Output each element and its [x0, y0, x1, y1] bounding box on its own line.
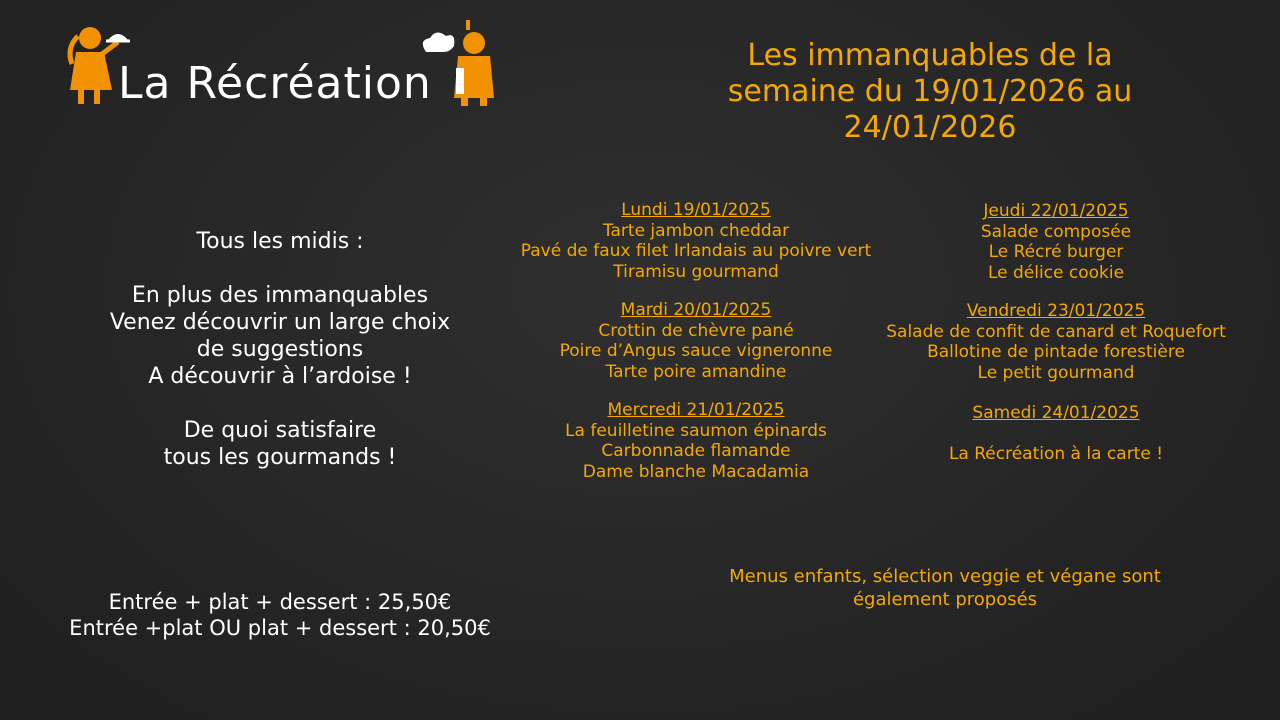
dish-spacer — [850, 424, 1262, 445]
dish: Poire d’Angus sauce vigneronne — [559, 341, 833, 361]
dish: Crottin de chèvre pané — [598, 320, 794, 341]
brand-name: La Récréation — [118, 58, 432, 109]
day-heading: Mardi 20/01/2025 — [620, 300, 772, 320]
intro-closing: tous les gourmands ! — [163, 445, 397, 470]
dish: Carbonnade flamande — [601, 441, 791, 461]
price-line: Entrée +plat OU plat + dessert : 20,50€ — [69, 616, 491, 640]
intro-block — [40, 228, 520, 471]
day-heading: Lundi 19/01/2025 — [621, 200, 771, 220]
dish: Tarte poire amandine — [605, 361, 787, 382]
day-menu-wednesday — [490, 400, 902, 482]
intro-line: de suggestions — [196, 337, 364, 362]
intro-line: En plus des immanquables — [131, 283, 429, 308]
dish: La feuilletine saumon épinards — [565, 420, 827, 441]
dish: La Récréation à la carte ! — [948, 444, 1164, 464]
dish: Le Récré burger — [988, 242, 1124, 262]
day-menu-thursday — [850, 201, 1262, 283]
intro-line: Venez découvrir un large choix — [109, 310, 451, 335]
intro-heading: Tous les midis : — [196, 229, 364, 254]
day-heading: Mercredi 21/01/2025 — [607, 400, 785, 420]
dish: Dame blanche Macadamia — [582, 461, 810, 482]
dish: Salade composée — [980, 221, 1132, 242]
dish: Pavé de faux filet Irlandais au poivre vert — [520, 241, 872, 261]
page-title — [690, 38, 1170, 146]
intro-closing: De quoi satisfaire — [183, 418, 377, 443]
dish: Salade de confit de canard et Roquefort — [886, 321, 1226, 342]
day-menu-saturday — [850, 403, 1262, 465]
day-menu-friday — [850, 301, 1262, 383]
dish: Ballotine de pintade forestière — [927, 342, 1185, 362]
logo — [58, 18, 508, 110]
title-line: Les immanquables de la — [747, 38, 1113, 73]
day-menu-tuesday — [490, 300, 902, 382]
dish: Tiramisu gourmand — [613, 261, 779, 282]
dish: Le délice cookie — [987, 262, 1125, 283]
day-heading: Samedi 24/01/2025 — [972, 403, 1140, 423]
intro-line: A découvrir à l’ardoise ! — [148, 364, 412, 389]
day-menu-monday — [490, 200, 902, 282]
day-heading: Vendredi 23/01/2025 — [966, 301, 1146, 321]
footer-note — [670, 565, 1220, 611]
dish: Tarte jambon cheddar — [602, 220, 790, 241]
price-line: Entrée + plat + dessert : 25,50€ — [108, 590, 452, 614]
day-heading: Jeudi 22/01/2025 — [983, 201, 1129, 221]
title-line: semaine du 19/01/2026 au — [727, 74, 1133, 109]
dish: Le petit gourmand — [977, 362, 1135, 383]
footer-line: également proposés — [852, 589, 1038, 610]
footer-line: Menus enfants, sélection veggie et végane sont — [729, 566, 1161, 587]
pricing-block — [20, 589, 540, 641]
title-line: 24/01/2026 — [843, 110, 1017, 145]
